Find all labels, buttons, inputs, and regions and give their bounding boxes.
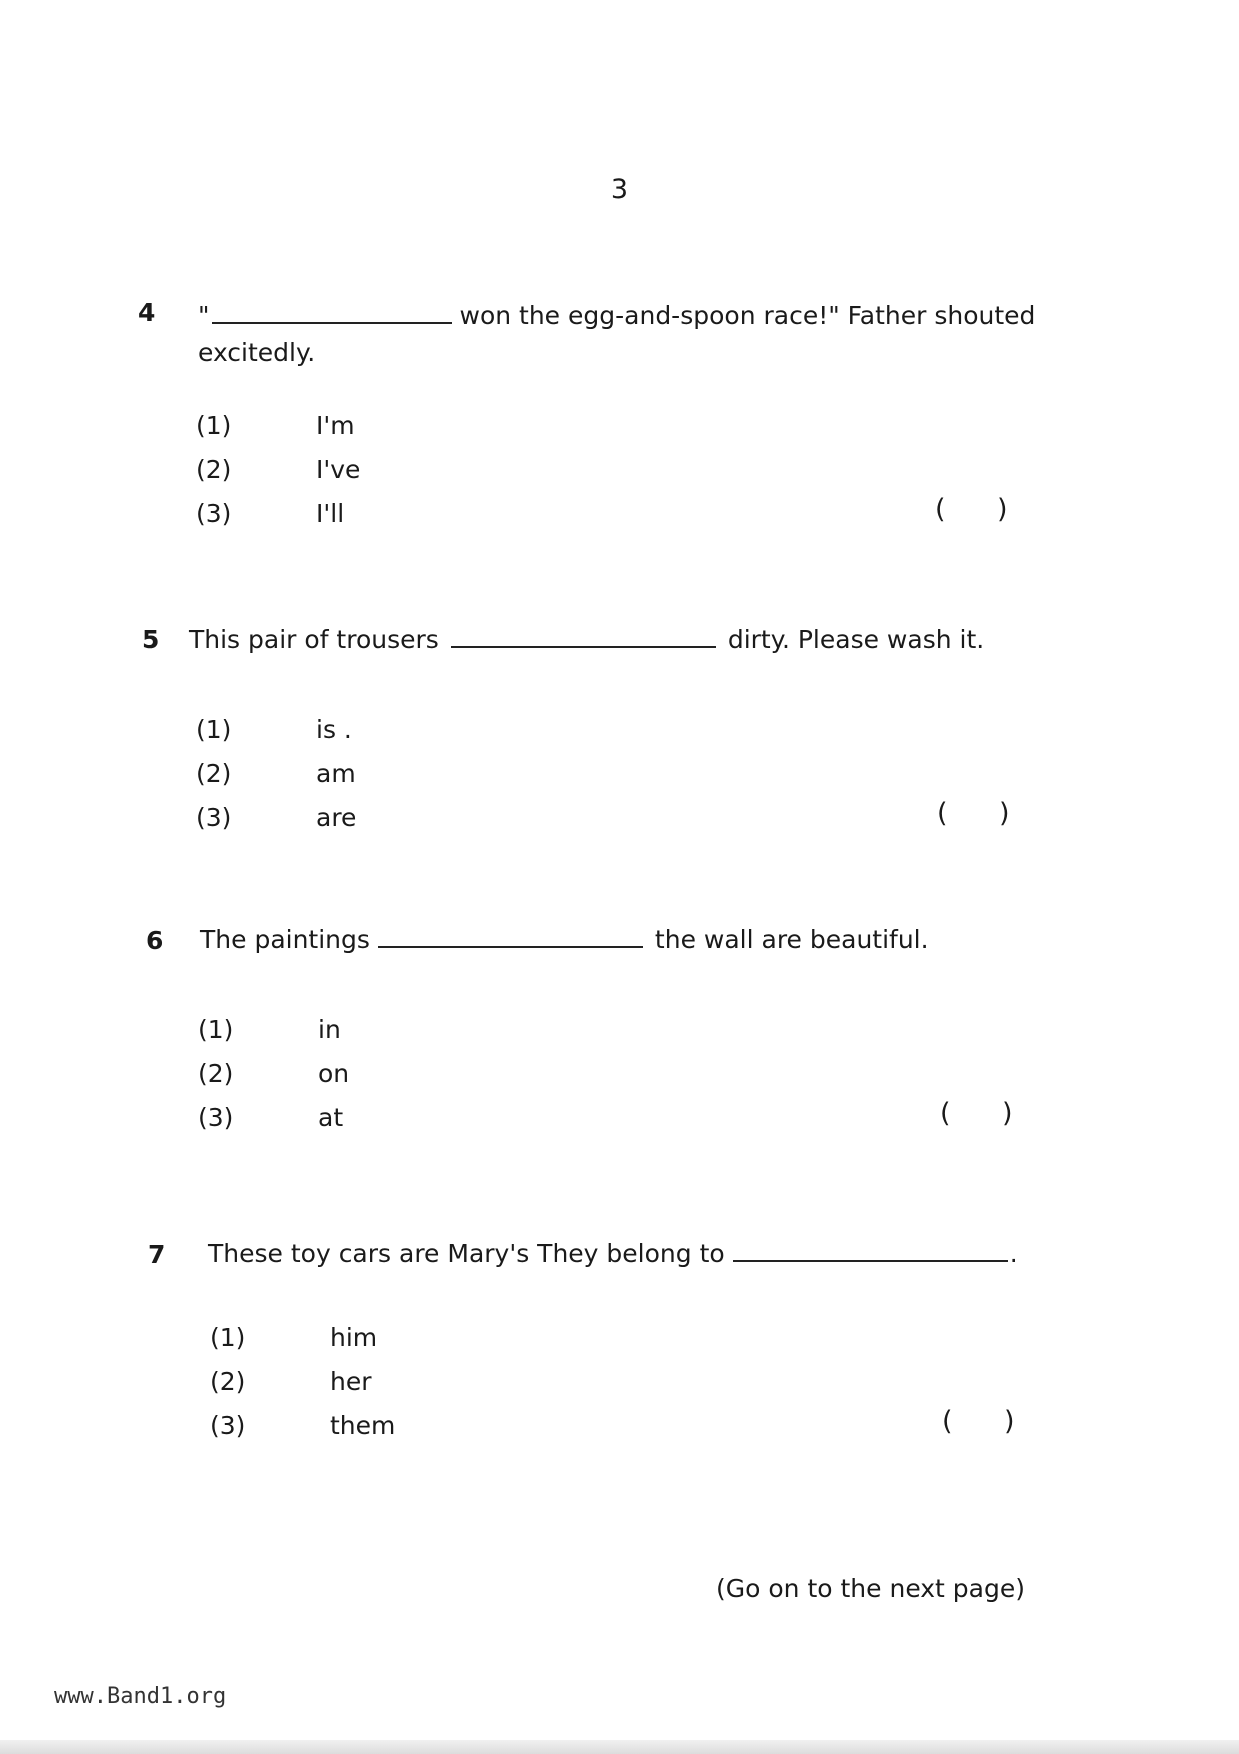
answer-bracket[interactable]: ( ) [940,1098,1013,1129]
stem-text-before: The paintings [200,925,370,954]
option-text: her [330,1367,372,1396]
option-text: on [318,1059,350,1088]
answer-bracket[interactable]: ( ) [942,1406,1015,1437]
answer-blank [733,1234,1008,1262]
answer-bracket[interactable]: ( ) [937,798,1010,829]
option-label: (1) [210,1323,246,1352]
stem-text-line-2: excitedly. [198,338,316,367]
option-label: (3) [196,499,232,528]
question-stem [208,1234,1018,1273]
option-label: (2) [196,759,232,788]
question-number: 7 [148,1240,166,1269]
option-label: (2) [198,1059,234,1088]
option-text: am [316,759,356,788]
stem-text-after: dirty. Please wash it. [727,625,985,654]
option-text: are [316,803,357,832]
option-label: (1) [196,411,232,440]
stem-text-after: the wall are beautiful. [654,925,929,954]
option-text: at [318,1103,344,1132]
option-text: them [330,1411,396,1440]
option-text: I've [316,455,361,484]
stem-text-after: . [1009,1239,1018,1268]
scan-edge-strip [0,1740,1239,1754]
option-label: (2) [196,455,232,484]
option-label: (1) [196,715,232,744]
option-text: in [318,1015,341,1044]
option-label: (3) [210,1411,246,1440]
question-number: 5 [142,625,160,654]
option-label: (3) [196,803,232,832]
question-stem [189,620,984,659]
question-stem [198,296,1035,335]
stem-text-after: won the egg-and-spoon race!" Father shouted [459,301,1036,330]
website-footer: www.Band1.org [54,1684,227,1709]
option-label: (2) [210,1367,246,1396]
question-number: 4 [138,298,156,327]
option-label: (1) [198,1015,234,1044]
option-text: is . [316,715,352,744]
stem-text-before: This pair of trousers [189,625,439,654]
question-number: 6 [146,926,164,955]
go-on-next-page-note: (Go on to the next page) [716,1574,1025,1603]
page-number: 3 [610,174,629,205]
answer-blank [451,620,716,648]
answer-blank [378,920,643,948]
option-label: (3) [198,1103,234,1132]
stem-text-before: These toy cars are Mary's They belong to [208,1239,725,1268]
answer-bracket[interactable]: ( ) [935,494,1008,525]
option-text: I'm [316,411,355,440]
option-text: I'll [316,499,345,528]
question-stem [200,920,929,959]
option-text: him [330,1323,378,1352]
answer-blank [212,296,452,324]
stem-text-before: " [198,301,210,330]
